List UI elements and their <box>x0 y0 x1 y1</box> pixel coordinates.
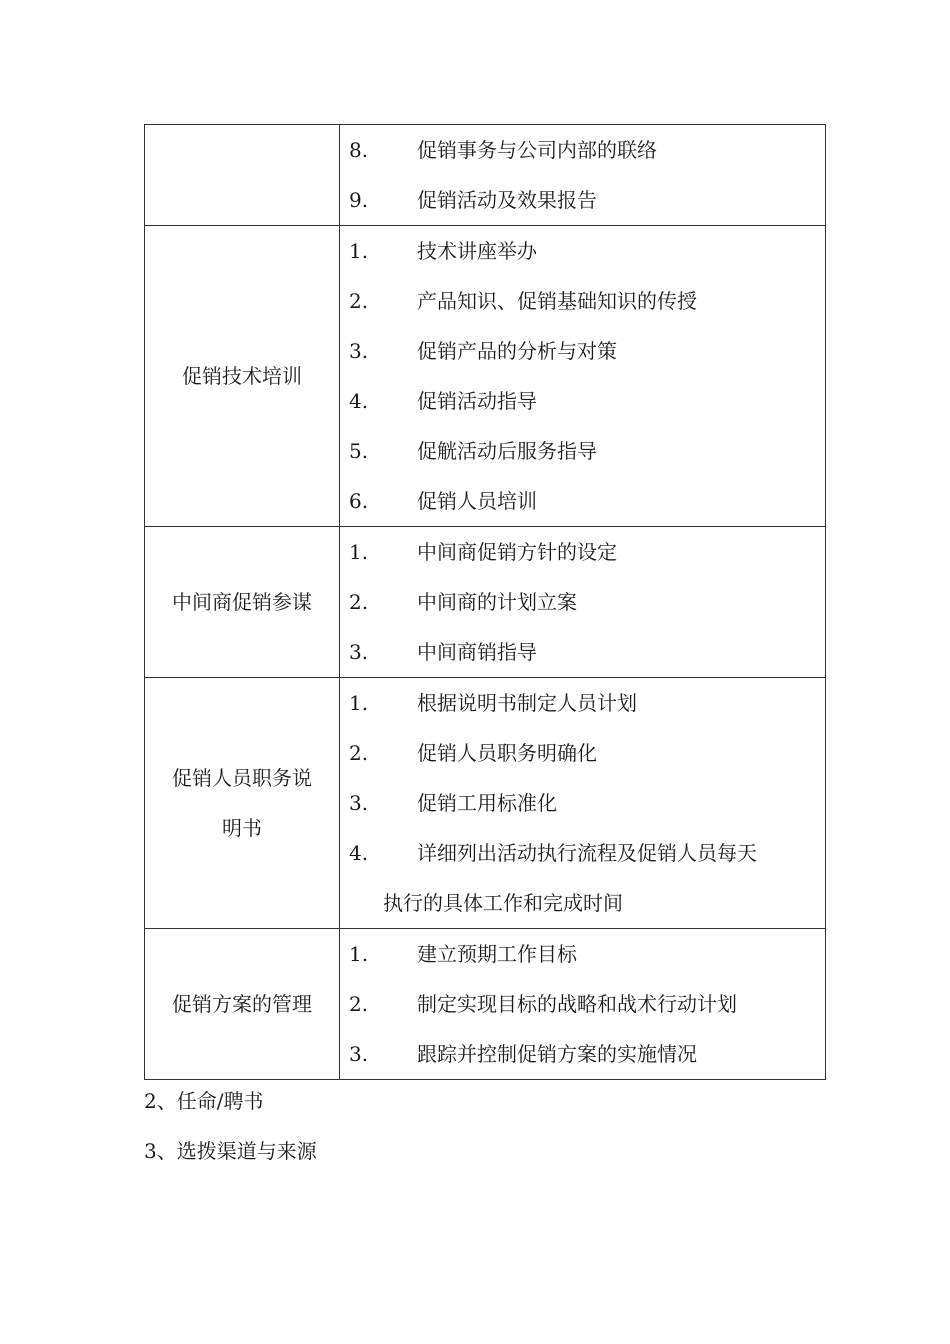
section-heading-selection: 3、选拨渠道与来源 <box>144 1139 317 1163</box>
list-item <box>340 627 825 677</box>
item-text: 中间商的计划立案 <box>417 590 577 614</box>
list-item <box>340 426 825 476</box>
category-cell <box>145 527 340 678</box>
item-number: 2. <box>349 741 369 765</box>
item-text-continuation: 执行的具体工作和完成时间 <box>383 891 623 915</box>
items-cell <box>340 678 826 929</box>
item-text: 制定实现目标的战略和战术行动计划 <box>417 992 737 1016</box>
items-cell <box>340 929 826 1080</box>
item-text: 跟踪并控制促销方案的实施情况 <box>417 1042 697 1066</box>
category-label-line1: 促销人员职务说 <box>172 766 312 790</box>
table-row <box>145 929 826 1080</box>
category-label: 促销技术培训 <box>182 364 302 388</box>
item-number: 2. <box>349 590 369 614</box>
list-item <box>340 728 825 778</box>
item-text: 技术讲座举办 <box>417 239 537 263</box>
list-item <box>340 678 825 728</box>
list-item <box>340 376 825 426</box>
list-item <box>340 276 825 326</box>
item-text: 促销事务与公司内部的联络 <box>417 138 657 162</box>
item-text: 详细列出活动执行流程及促销人员每天 <box>417 841 757 865</box>
item-number: 1. <box>349 691 369 715</box>
items-cell <box>340 527 826 678</box>
category-cell <box>145 678 340 929</box>
list-item <box>340 326 825 376</box>
item-text: 中间商促销方针的设定 <box>417 540 617 564</box>
category-cell <box>145 125 340 226</box>
item-number: 8. <box>349 138 369 162</box>
item-number: 1. <box>349 942 369 966</box>
item-number: 3. <box>349 1042 369 1066</box>
item-text: 促销人员培训 <box>417 489 537 513</box>
item-text: 产品知识、促销基础知识的传授 <box>417 289 697 313</box>
table-row <box>145 527 826 678</box>
list-item <box>340 226 825 276</box>
item-number: 9. <box>349 188 369 212</box>
table-row <box>145 125 826 226</box>
item-text: 促销人员职务明确化 <box>417 741 597 765</box>
list-item <box>340 527 825 577</box>
section-heading-appointment: 2、任命/聘书 <box>144 1089 264 1113</box>
item-number: 1. <box>349 239 369 263</box>
duties-table <box>144 124 826 1080</box>
list-item <box>340 929 825 979</box>
item-number: 3. <box>349 791 369 815</box>
item-number: 2. <box>349 289 369 313</box>
list-item <box>340 979 825 1029</box>
category-cell <box>145 226 340 527</box>
item-number: 4. <box>349 389 369 413</box>
item-text: 促销活动指导 <box>417 389 537 413</box>
category-cell <box>145 929 340 1080</box>
item-text: 根据说明书制定人员计划 <box>417 691 637 715</box>
category-label-line2: 明书 <box>222 816 262 840</box>
item-number: 4. <box>349 841 369 865</box>
list-item <box>340 828 825 878</box>
list-item <box>340 175 825 225</box>
category-label: 促销方案的管理 <box>172 992 312 1016</box>
item-text: 促觥活动后服务指导 <box>417 439 597 463</box>
item-text: 促销产品的分析与对策 <box>417 339 617 363</box>
item-number: 1. <box>349 540 369 564</box>
list-item <box>340 476 825 526</box>
item-number: 2. <box>349 992 369 1016</box>
list-item <box>340 125 825 175</box>
item-number: 3. <box>349 640 369 664</box>
table-row <box>145 678 826 929</box>
item-text: 促销活动及效果报告 <box>417 188 597 212</box>
items-cell <box>340 125 826 226</box>
table-row <box>145 226 826 527</box>
list-item-continuation <box>340 878 825 928</box>
category-label: 中间商促销参谋 <box>172 590 312 614</box>
items-cell <box>340 226 826 527</box>
item-text: 中间商销指导 <box>417 640 537 664</box>
item-text: 建立预期工作目标 <box>417 942 577 966</box>
list-item <box>340 577 825 627</box>
item-text: 促销工用标准化 <box>417 791 557 815</box>
list-item <box>340 778 825 828</box>
item-number: 6. <box>349 489 369 513</box>
item-number: 3. <box>349 339 369 363</box>
item-number: 5. <box>349 439 369 463</box>
list-item <box>340 1029 825 1079</box>
